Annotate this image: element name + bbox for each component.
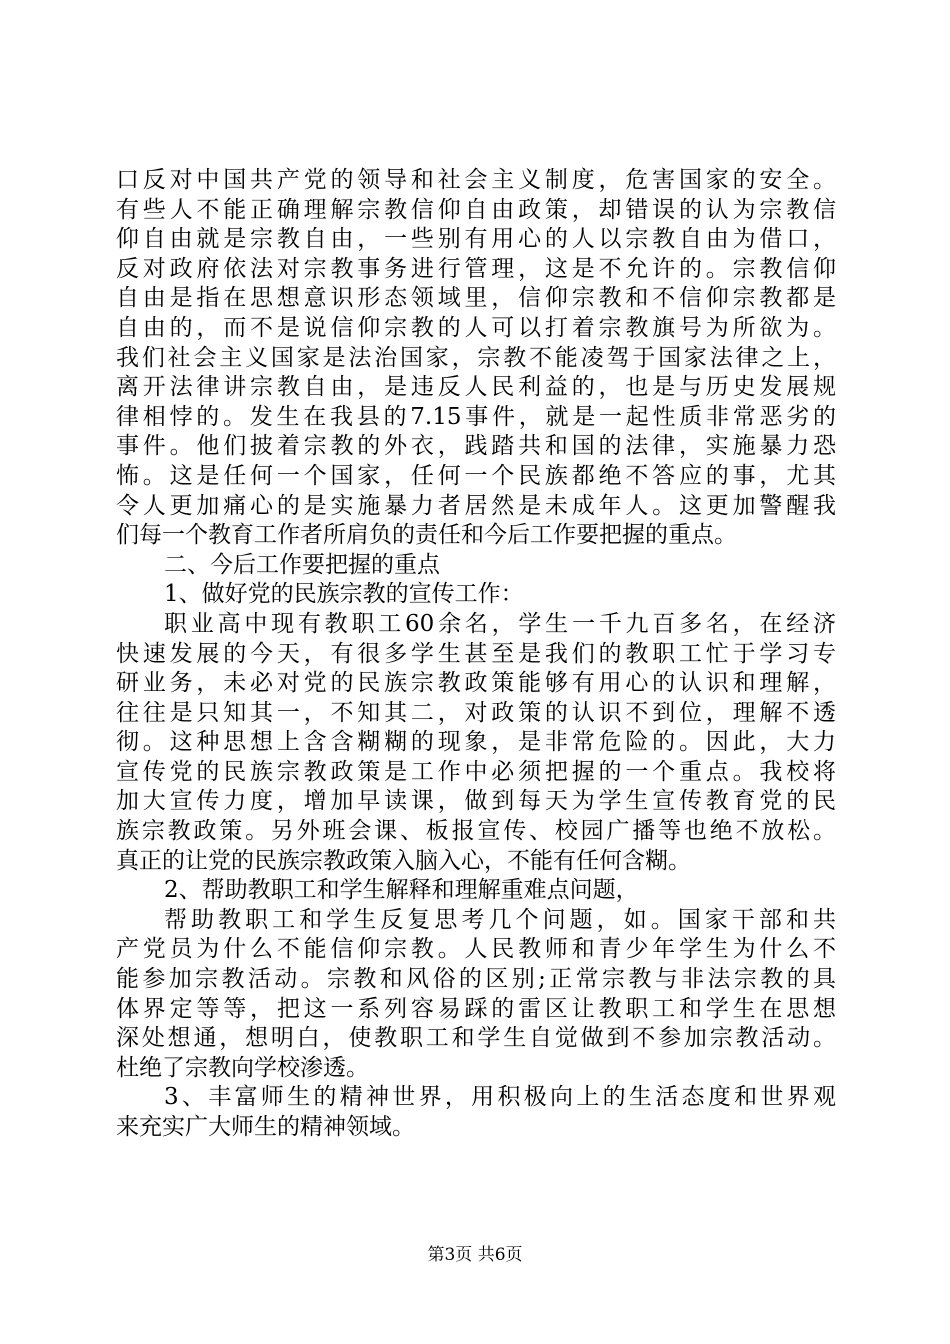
- paragraph-line: 宣传党的民族宗教政策是工作中必须把握的一个重点。我校将: [116, 758, 836, 785]
- paragraph-line: 帮助教职工和学生反复思考几个问题，如。国家干部和共: [164, 906, 836, 933]
- subsection-heading: 1、做好党的民族宗教的宣传工作：: [164, 581, 524, 608]
- body-text: [116, 166, 836, 1143]
- paragraph-line: 仰自由就是宗教自由，一些别有用心的人以宗教自由为借口，: [116, 226, 836, 253]
- paragraph-line: 事件。他们披着宗教的外衣，践踏共和国的法律，实施暴力恐: [116, 433, 836, 460]
- subsection-heading: 2、帮助教职工和学生解释和理解重难点问题，: [164, 877, 639, 904]
- paragraph-line: 来充实广大师生的精神领域。: [116, 1114, 415, 1140]
- paragraph-line: 有些人不能正确理解宗教信仰自由政策，却错误的认为宗教信: [116, 196, 836, 223]
- paragraph-line: 真正的让党的民族宗教政策入脑入心，不能有任何含糊。: [116, 847, 691, 874]
- paragraph-line: 离开法律讲宗教自由，是违反人民利益的，也是与历史发展规: [116, 374, 836, 401]
- paragraph-line: 研业务，未必对党的民族宗教政策能够有用心的认识和理解，: [116, 670, 836, 697]
- paragraph-line: 深处想通，想明白，使教职工和学生自觉做到不参加宗教活动。: [116, 1025, 836, 1052]
- paragraph-line: 族宗教政策。另外班会课、板报宣传、校园广播等也绝不放松。: [116, 818, 836, 845]
- paragraph-line: 彻。这种思想上含含糊糊的现象，是非常危险的。因此，大力: [116, 729, 836, 756]
- paragraph-line: 体界定等等，把这一系列容易踩的雷区让教职工和学生在思想: [116, 995, 836, 1022]
- paragraph-line: 往往是只知其一，不知其二，对政策的认识不到位，理解不透: [116, 699, 836, 726]
- paragraph-line: 律相悖的。发生在我县的7.15事件，就是一起性质非常恶劣的: [116, 403, 836, 430]
- paragraph-line: 职业高中现有教职工60余名，学生一千九百多名，在经济: [164, 610, 836, 637]
- paragraph-line: 杜绝了宗教向学校渗透。: [116, 1054, 369, 1081]
- paragraph-line: 口反对中国共产党的领导和社会主义制度，危害国家的安全。: [116, 167, 836, 193]
- paragraph-line: 令人更加痛心的是实施暴力者居然是未成年人。这更加警醒我: [116, 492, 836, 519]
- paragraph-line: 自由是指在思想意识形态领域里，信仰宗教和不信仰宗教都是: [116, 285, 836, 312]
- paragraph-line: 产党员为什么不能信仰宗教。人民教师和青少年学生为什么不: [116, 936, 836, 963]
- paragraph-line: 自由的，而不是说信仰宗教的人可以打着宗教旗号为所欲为。: [116, 314, 836, 341]
- paragraph-line: 们每一个教育工作者所肩负的责任和今后工作要把握的重点。: [116, 522, 737, 549]
- section-heading: 二、今后工作要把握的重点: [164, 551, 440, 578]
- paragraph-line: 我们社会主义国家是法治国家，宗教不能凌驾于国家法律之上，: [116, 344, 836, 371]
- paragraph-line: 怖。这是任何一个国家，任何一个民族都绝不答应的事，尤其: [116, 462, 836, 489]
- subsection-heading: 3、丰富师生的精神世界，用积极向上的生活态度和世界观: [164, 1084, 836, 1111]
- page-number-footer: 第3页 共6页: [427, 1245, 523, 1265]
- paragraph-line: 反对政府依法对宗教事务进行管理，这是不允许的。宗教信仰: [116, 255, 836, 282]
- paragraph-line: 加大宣传力度，增加早读课，做到每天为学生宣传教育党的民: [116, 788, 836, 815]
- paragraph-line: 快速发展的今天，有很多学生甚至是我们的教职工忙于学习专: [116, 640, 836, 667]
- paragraph-line: 能参加宗教活动。宗教和风俗的区别;正常宗教与非法宗教的具: [116, 966, 836, 993]
